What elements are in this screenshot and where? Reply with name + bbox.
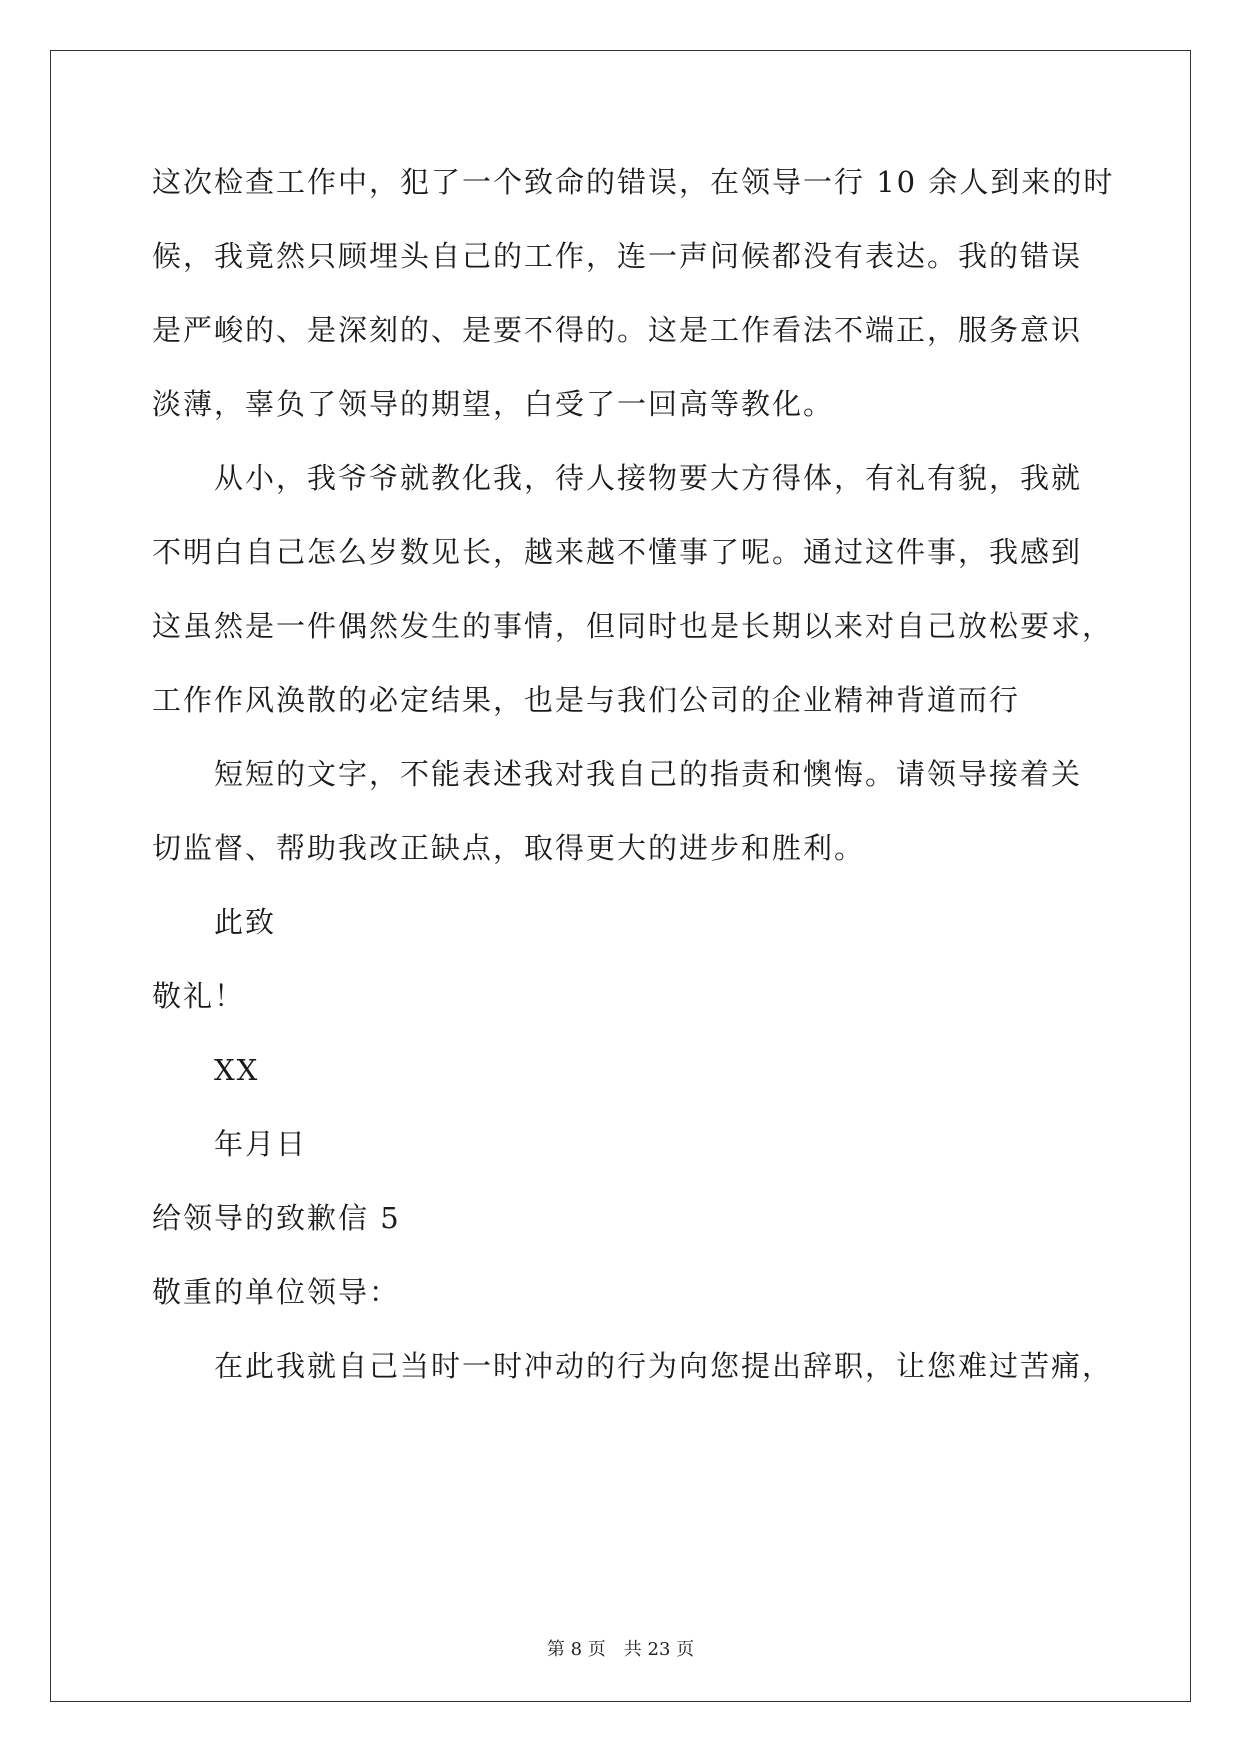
paragraph-3-line-2: 切监督、帮助我改正缺点，取得更大的进步和胜利。 xyxy=(152,831,866,865)
next-letter-paragraph-1: 在此我就自己当时一时冲动的行为向您提出辞职，让您难过苦痛， xyxy=(214,1349,1114,1383)
paragraph-1-line-4: 淡薄，辜负了领导的期望，白受了一回高等教化。 xyxy=(152,387,835,421)
paragraph-2-line-2: 不明白自己怎么岁数见长，越来越不懂事了呢。通过这件事，我感到 xyxy=(152,535,1083,569)
paragraph-1-line-1: 这次检查工作中，犯了一个致命的错误，在领导一行 10 余人到来的时 xyxy=(152,165,1115,199)
page-number-footer: 第 8 页 共 23 页 xyxy=(546,1639,695,1660)
closing-line: 此致 xyxy=(214,905,277,939)
paragraph-2-line-4: 工作作风涣散的必定结果，也是与我们公司的企业精神背道而行 xyxy=(152,683,1021,717)
paragraph-3-line-1: 短短的文字，不能表述我对我自己的指责和懊悔。请领导接着关 xyxy=(214,757,1083,791)
next-letter-greeting: 敬重的单位领导： xyxy=(152,1275,401,1309)
signature-line: XX xyxy=(214,1053,260,1087)
paragraph-1-line-2: 候，我竟然只顾埋头自己的工作，连一声问候都没有表达。我的错误 xyxy=(152,239,1083,273)
salute-line: 敬礼！ xyxy=(152,979,246,1013)
paragraph-2-line-3: 这虽然是一件偶然发生的事情，但同时也是长期以来对自己放松要求， xyxy=(152,609,1114,643)
next-letter-title: 给领导的致歉信 5 xyxy=(152,1201,401,1235)
paragraph-1-line-3: 是严峻的、是深刻的、是要不得的。这是工作看法不端正，服务意识 xyxy=(152,313,1083,347)
page-border xyxy=(50,50,1191,1702)
paragraph-2-line-1: 从小，我爷爷就教化我，待人接物要大方得体，有礼有貌，我就 xyxy=(214,461,1083,495)
date-line: 年月日 xyxy=(214,1127,308,1161)
